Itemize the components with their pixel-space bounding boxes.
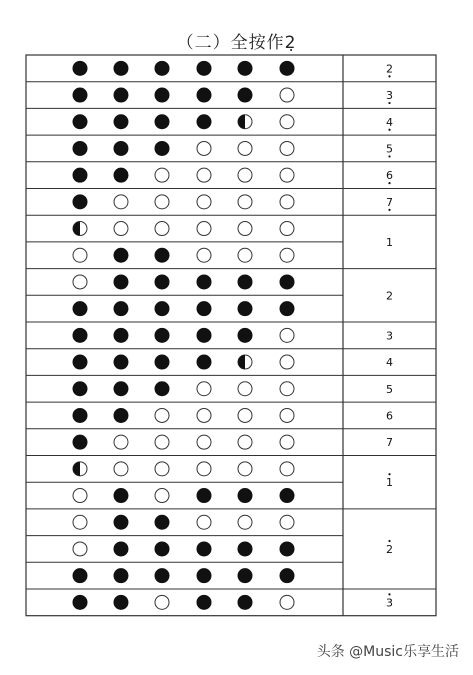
hole-closed xyxy=(73,168,87,182)
hole-closed xyxy=(114,115,128,129)
octave-dot-above xyxy=(388,473,390,475)
note-label: 1 xyxy=(386,476,393,490)
hole-open xyxy=(114,462,128,476)
hole-open xyxy=(155,462,169,476)
hole-closed xyxy=(73,302,87,316)
hole-closed xyxy=(114,489,128,503)
hole-open xyxy=(114,222,128,236)
watermark-text: 头条 @Music乐享生活 xyxy=(316,644,459,660)
hole-closed xyxy=(155,542,169,556)
octave-dot-below xyxy=(388,102,390,104)
hole-closed xyxy=(114,542,128,556)
octave-dot-above xyxy=(388,593,390,595)
hole-open xyxy=(238,382,252,396)
hole-closed xyxy=(197,61,211,75)
hole-open xyxy=(238,141,252,155)
hole-closed xyxy=(155,61,169,75)
hole-open xyxy=(280,222,294,236)
hole-closed xyxy=(197,355,211,369)
hole-closed xyxy=(73,382,87,396)
hole-open xyxy=(73,515,87,529)
hole-closed xyxy=(73,141,87,155)
hole-open xyxy=(155,408,169,422)
hole-closed xyxy=(280,569,294,583)
note-label: 2 xyxy=(386,289,393,303)
hole-open xyxy=(197,248,211,262)
hole-open xyxy=(73,275,87,289)
hole-open xyxy=(73,542,87,556)
hole-open xyxy=(155,489,169,503)
note-label: 2 xyxy=(386,62,393,76)
hole-closed xyxy=(238,595,252,609)
hole-closed xyxy=(280,61,294,75)
hole-open xyxy=(280,195,294,209)
hole-closed xyxy=(114,141,128,155)
hole-closed xyxy=(114,275,128,289)
hole-open xyxy=(197,195,211,209)
hole-closed xyxy=(73,115,87,129)
hole-closed xyxy=(155,382,169,396)
note-label: 3 xyxy=(386,89,393,103)
hole-closed xyxy=(114,88,128,102)
hole-open xyxy=(280,408,294,422)
hole-closed xyxy=(197,569,211,583)
hole-closed xyxy=(238,88,252,102)
hole-closed xyxy=(280,542,294,556)
hole-open xyxy=(238,462,252,476)
hole-closed xyxy=(238,275,252,289)
hole-open xyxy=(280,328,294,342)
hole-closed xyxy=(73,355,87,369)
hole-open xyxy=(238,195,252,209)
hole-closed xyxy=(280,302,294,316)
octave-dot-below xyxy=(388,155,390,157)
hole-open xyxy=(280,595,294,609)
hole-closed xyxy=(238,61,252,75)
note-label: 7 xyxy=(386,436,393,450)
note-label: 5 xyxy=(386,142,393,156)
hole-open xyxy=(197,222,211,236)
hole-closed xyxy=(197,115,211,129)
hole-closed xyxy=(197,328,211,342)
hole-half-fill xyxy=(73,222,80,236)
hole-closed xyxy=(114,355,128,369)
page-title: （二）全按作2̣ xyxy=(176,33,297,53)
hole-open xyxy=(197,408,211,422)
hole-open xyxy=(197,462,211,476)
hole-open xyxy=(73,489,87,503)
hole-open xyxy=(238,408,252,422)
hole-open xyxy=(280,382,294,396)
hole-closed xyxy=(114,408,128,422)
hole-closed xyxy=(114,569,128,583)
hole-closed xyxy=(197,595,211,609)
hole-open xyxy=(197,515,211,529)
hole-closed xyxy=(114,515,128,529)
note-label: 6 xyxy=(386,409,393,423)
hole-open xyxy=(155,435,169,449)
note-label: 6 xyxy=(386,169,393,183)
note-label: 4 xyxy=(386,356,393,370)
hole-closed xyxy=(197,302,211,316)
hole-half-fill xyxy=(238,115,245,129)
octave-dot-below xyxy=(388,209,390,211)
hole-open xyxy=(280,435,294,449)
hole-open xyxy=(114,195,128,209)
note-label: 2 xyxy=(386,542,393,556)
hole-closed xyxy=(238,569,252,583)
hole-open xyxy=(238,248,252,262)
hole-open xyxy=(155,168,169,182)
hole-closed xyxy=(114,302,128,316)
hole-open xyxy=(114,435,128,449)
hole-closed xyxy=(155,115,169,129)
hole-closed xyxy=(155,569,169,583)
hole-open xyxy=(155,195,169,209)
hole-open xyxy=(280,248,294,262)
note-label: 5 xyxy=(386,382,393,396)
hole-open xyxy=(280,515,294,529)
hole-closed xyxy=(280,275,294,289)
note-label: 3 xyxy=(386,596,393,610)
hole-closed xyxy=(155,302,169,316)
hole-closed xyxy=(238,489,252,503)
hole-closed xyxy=(197,542,211,556)
hole-open xyxy=(197,435,211,449)
hole-closed xyxy=(197,489,211,503)
hole-open xyxy=(238,168,252,182)
note-label: 7 xyxy=(386,195,393,209)
hole-closed xyxy=(73,195,87,209)
hole-open xyxy=(197,141,211,155)
hole-closed xyxy=(155,248,169,262)
hole-open xyxy=(280,88,294,102)
octave-dot-above xyxy=(388,540,390,542)
hole-half-fill xyxy=(238,355,245,369)
hole-open xyxy=(280,462,294,476)
hole-open xyxy=(155,595,169,609)
hole-closed xyxy=(238,328,252,342)
hole-closed xyxy=(73,408,87,422)
hole-closed xyxy=(114,595,128,609)
hole-closed xyxy=(73,88,87,102)
hole-closed xyxy=(155,141,169,155)
hole-closed xyxy=(155,328,169,342)
hole-closed xyxy=(238,542,252,556)
hole-closed xyxy=(155,275,169,289)
hole-closed xyxy=(197,275,211,289)
hole-open xyxy=(197,382,211,396)
hole-open xyxy=(197,168,211,182)
hole-closed xyxy=(114,248,128,262)
note-label: 1 xyxy=(386,235,393,249)
hole-open xyxy=(280,115,294,129)
hole-closed xyxy=(73,435,87,449)
hole-closed xyxy=(155,515,169,529)
hole-half-fill xyxy=(73,462,80,476)
hole-open xyxy=(155,222,169,236)
hole-open xyxy=(280,141,294,155)
octave-dot-below xyxy=(388,75,390,77)
hole-open xyxy=(73,248,87,262)
hole-open xyxy=(280,168,294,182)
octave-dot-below xyxy=(388,182,390,184)
octave-dot-below xyxy=(388,129,390,131)
hole-closed xyxy=(114,168,128,182)
hole-closed xyxy=(155,88,169,102)
hole-closed xyxy=(197,88,211,102)
hole-open xyxy=(238,222,252,236)
hole-closed xyxy=(114,61,128,75)
hole-closed xyxy=(73,328,87,342)
hole-closed xyxy=(114,328,128,342)
hole-open xyxy=(238,515,252,529)
note-label: 3 xyxy=(386,329,393,343)
hole-closed xyxy=(114,382,128,396)
hole-open xyxy=(280,355,294,369)
hole-closed xyxy=(238,302,252,316)
note-label: 4 xyxy=(386,115,393,129)
hole-open xyxy=(238,435,252,449)
hole-closed xyxy=(280,489,294,503)
hole-closed xyxy=(73,595,87,609)
hole-closed xyxy=(155,355,169,369)
hole-closed xyxy=(73,61,87,75)
hole-closed xyxy=(73,569,87,583)
